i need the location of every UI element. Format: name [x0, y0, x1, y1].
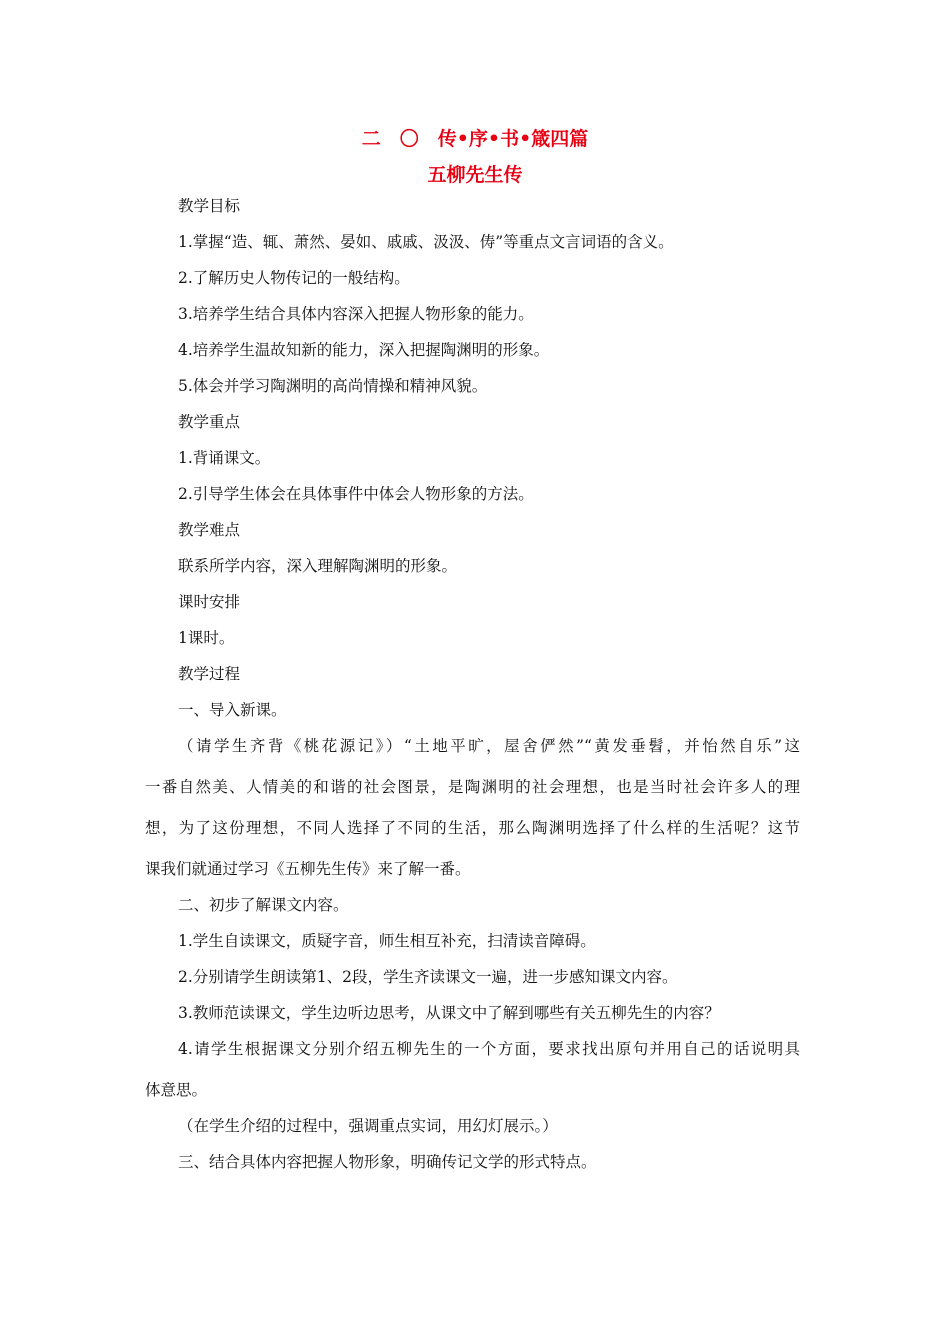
lesson-title: 五柳先生传	[427, 164, 523, 186]
process-heading: 教学过程	[178, 665, 241, 683]
goals-heading: 教学目标	[178, 197, 241, 215]
goal-item: 3.培养学生结合具体内容深入把握人物形象的能力。	[178, 305, 534, 323]
paragraph-line	[178, 735, 800, 757]
paragraph-line-text: 想，为了这份理想，不同人选择了不同的生活，那么陶渊明选择了什么样的生活呢？这节	[145, 819, 800, 837]
focus-item: 1.背诵课文。	[178, 449, 271, 467]
difficulty-item: 联系所学内容，深入理解陶渊明的形象。	[178, 557, 458, 575]
step-heading: 三、结合具体内容把握人物形象，明确传记文学的形式特点。	[178, 1153, 597, 1171]
step-note: （在学生介绍的过程中，强调重点实词，用幻灯展示。）	[178, 1117, 558, 1135]
step-item	[178, 1038, 800, 1060]
step-item: 1.学生自读课文，质疑字音，师生相互补充，扫清读音障碍。	[178, 932, 596, 950]
goal-item: 4.培养学生温故知新的能力，深入把握陶渊明的形象。	[178, 341, 550, 359]
goal-item: 2.了解历史人物传记的一般结构。	[178, 269, 410, 287]
goal-item: 1.掌握“造、辄、萧然、晏如、戚戚、汲汲、俦”等重点文言词语的含义。	[178, 233, 674, 251]
paragraph-line-text: （请学生齐背《桃花源记》）“土地平旷，屋舍俨然”“黄发垂髫，并怡然自乐”这	[178, 737, 800, 755]
schedule-heading: 课时安排	[178, 593, 241, 611]
paragraph-line: 课我们就通过学习《五柳先生传》来了解一番。	[145, 860, 471, 878]
step-item-continuation: 体意思。	[145, 1081, 208, 1099]
goal-item: 5.体会并学习陶渊明的高尚情操和精神风貌。	[178, 377, 488, 395]
difficulty-heading: 教学难点	[178, 521, 241, 539]
step-item: 2.分别请学生朗读第1、2段，学生齐读课文一遍，进一步感知课文内容。	[178, 968, 678, 986]
step-item: 3.教师范读课文，学生边听边思考，从课文中了解到哪些有关五柳先生的内容？	[178, 1004, 720, 1022]
paragraph-line	[145, 776, 800, 798]
focus-heading: 教学重点	[178, 413, 241, 431]
step-heading: 一、导入新课。	[178, 701, 287, 719]
step-item-text: 4.请学生根据课文分别介绍五柳先生的一个方面，要求找出原句并用自己的话说明具	[178, 1040, 800, 1058]
unit-title: 二 〇 传•序•书•箴四篇	[361, 128, 589, 150]
step-heading: 二、初步了解课文内容。	[178, 896, 349, 914]
focus-item: 2.引导学生体会在具体事件中体会人物形象的方法。	[178, 485, 534, 503]
paragraph-line-text: 一番自然美、人情美的和谐的社会图景，是陶渊明的社会理想，也是当时社会许多人的理	[145, 778, 800, 796]
schedule-item: 1课时。	[178, 629, 235, 647]
paragraph-line	[145, 817, 800, 839]
